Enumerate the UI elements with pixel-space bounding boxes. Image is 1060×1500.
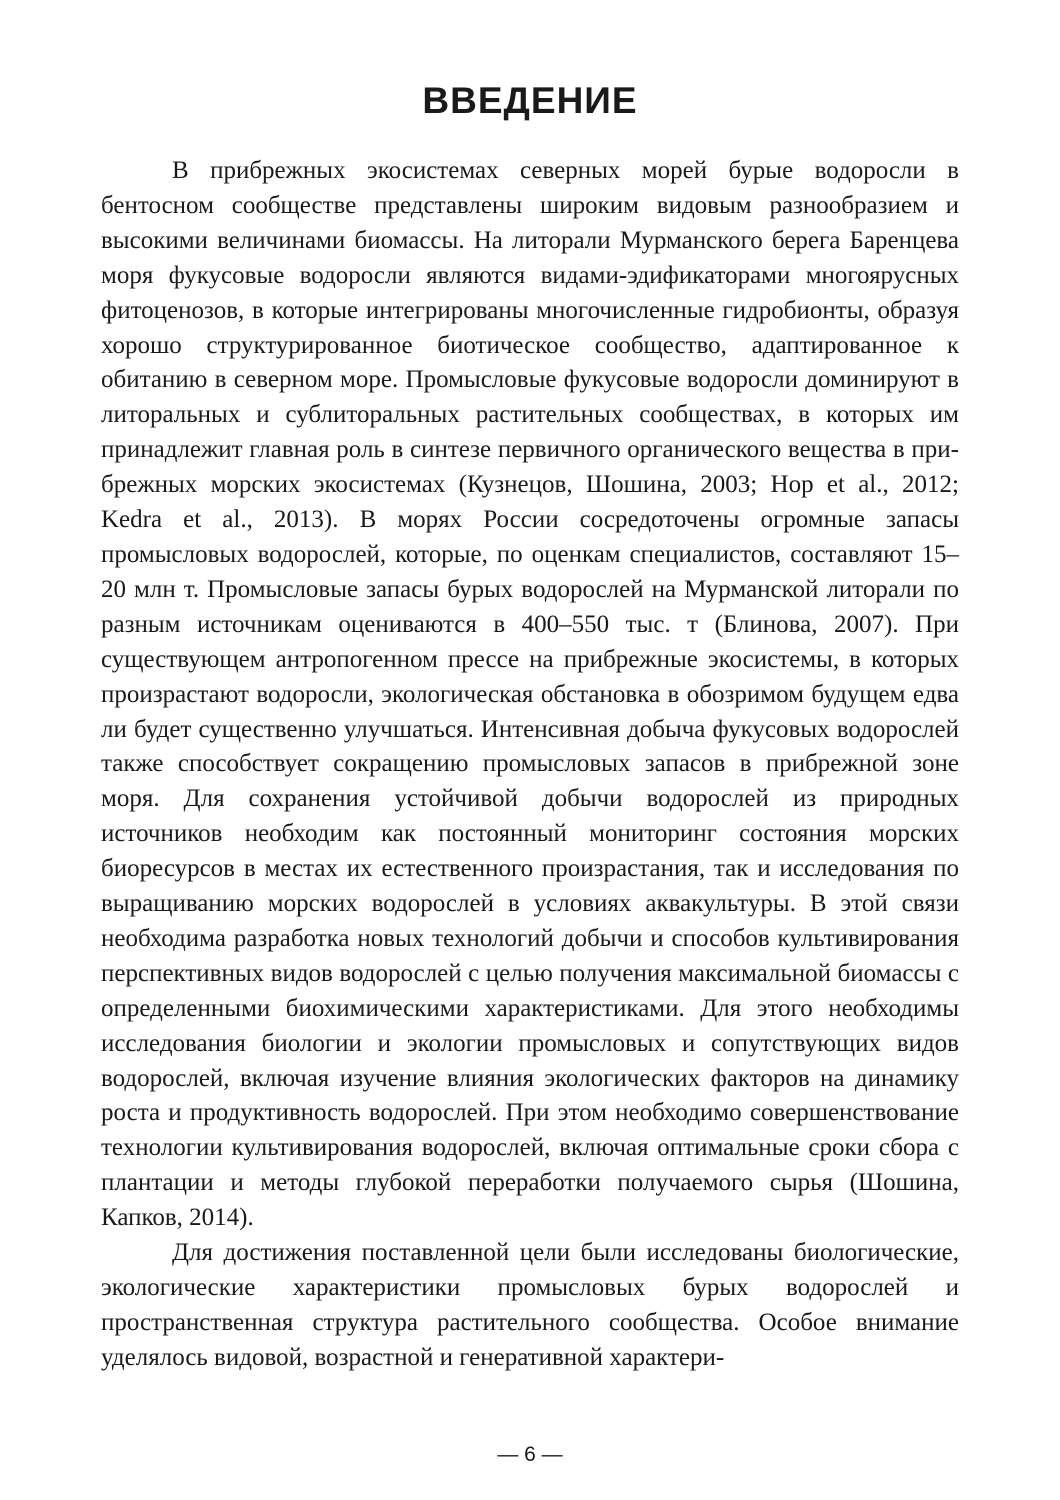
page-number: — 6 —: [497, 1443, 563, 1466]
paragraph-2: Для достижения поставленной цели были исследованы биологические, экологические характеристики промысловых бурых водорослей и пространственная структура растительного сообщества. Особое внимание уделялось видовой, возрастной и генеративной характери-: [101, 1239, 959, 1371]
page-title: ВВЕДЕНИЕ: [422, 80, 638, 121]
body-text: [101, 154, 959, 1376]
paragraph-1: В прибрежных экосистемах северных морей бурые водоросли в бентосном сообществе представлены широким видовым разнообразием и высокими величинами биомассы. На литорали Мурманского берега Баренцева моря фукусовые водоросли являются видами-эдификаторами многоярусных фитоценозов, в которые интегрированы многочисленные гидробионты, образуя хорошо структурированное биотическое сообщество, адаптированное к обитанию в северном море. Промысловые фукусовые водоросли доминируют в литоральных и сублиторальных растительных сообществах, в которых им принадлежит главная роль в синтезе первичного органического вещества в прибрежных морских экосистемах (Кузнецов, Шошина, 2003; Hop et al., 2012; Kedra et al., 2013). В морях России сосредоточены огромные запасы промысловых водорослей, которые, по оценкам специалистов, составляют 15–20 млн т. Промысловые запасы бурых водорослей на Мурманской литорали по разным источникам оцениваются в 400–550 тыс. т (Блинова, 2007). При существующем антропогенном прессе на прибрежные экосистемы, в которых произрастают водоросли, экологическая обстановка в обозримом будущем едва ли будет существенно улучшаться. Интенсивная добыча фукусовых водорослей также способствует сокращению промысловых запасов в прибрежной зоне моря. Для сохранения устойчивой добычи водорослей из природных источников необходим как постоянный мониторинг состояния морских биоресурсов в местах их естественного произрастания, так и исследования по выращиванию морских водорослей в условиях аквакультуры. В этой связи необходима разработка новых технологий добычи и способов культивирования перспективных видов водорослей с целью получения максимальной биомассы с определенными биохимическими характеристиками. Для этого необходимы исследования биологии и экологии промысловых и сопутствующих видов водорослей, включая изучение влияния экологических факторов на динамику роста и продуктивность водорослей. При этом необходимо совершенствование технологии культивирования водорослей, включая оптимальные сроки сбора с плантации и методы глубокой переработки получаемого сырья (Шошина, Капков, 2014).: [101, 157, 959, 1232]
